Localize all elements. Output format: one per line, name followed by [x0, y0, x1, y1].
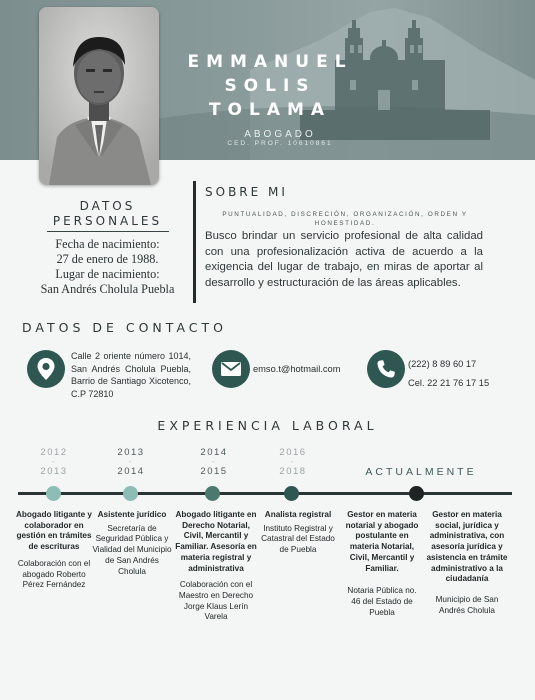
about-text: Busco brindar un servicio profesional de alta calidad con una profesionalización activa de acuerdo a la exigencia del lugar de trabajo, en miras de aportar al desarrollo y estructuración de las áreas aplicables. [205, 230, 483, 289]
period-end: 2015 [200, 466, 228, 477]
contact-cellphone[interactable]: Cel. 22 21 76 17 15 [408, 378, 490, 388]
job-entry [256, 510, 340, 556]
period-end: 2013 [40, 466, 68, 477]
profession-title: ABOGADO [244, 129, 316, 140]
profile-photo [39, 7, 159, 185]
job-organization: Municipio de San Andrés Cholula [435, 594, 499, 615]
timeline-dot [123, 486, 138, 501]
timeline-dot [409, 486, 424, 501]
personal-data-body [25, 237, 190, 297]
contact-address: Calle 2 oriente número 1014, San Andrés Cholula Puebla, Barrio de Santiago Xicotenco, C.P 72810 [71, 351, 191, 399]
period-2012-2013 [24, 447, 84, 477]
job-role: Abogado litigante y colaborador en gestión en trámites de escrituras [16, 510, 92, 552]
job-role: Analista registral [264, 510, 332, 519]
period-separator: - [128, 457, 134, 466]
birth-date-value: 27 de enero de 1988. [56, 252, 159, 266]
phone-icon [367, 350, 405, 388]
period-2016-2018 [263, 447, 323, 477]
portrait-image [39, 7, 159, 185]
personal-data-underline [47, 231, 169, 232]
professional-license: CED. PROF. 10610861 [227, 140, 333, 147]
period-start: 2013 [117, 447, 145, 458]
full-name [185, 50, 355, 122]
job-role: Asistente jurídico [97, 510, 167, 519]
name-line-first: EMMANUEL [187, 52, 353, 72]
timeline-dot [205, 486, 220, 501]
period-start: 2012 [40, 447, 68, 458]
period-separator: - [211, 457, 217, 466]
name-line-second: SOLIS [224, 76, 316, 96]
contact-title: DATOS DE CONTACTO [22, 320, 227, 335]
period-start: 2016 [279, 447, 307, 458]
job-organization: Colaboración con el Maestro en Derecho Jorge Klaus Lerín Varela [178, 580, 254, 622]
timeline-line [18, 492, 512, 495]
job-entry [174, 510, 258, 623]
mail-icon [212, 350, 250, 388]
job-entry [14, 510, 94, 591]
job-entry [92, 510, 172, 577]
job-entry [342, 510, 422, 618]
period-2014-2015 [184, 447, 244, 477]
birth-date-label: Fecha de nacimiento: [55, 237, 160, 251]
job-role: Abogado litigante en Derecho Notarial, Civil, Mercantil y Familiar. Asesoría en materia registral y administrativa [175, 510, 257, 573]
birth-place-label: Lugar de nacimiento: [55, 267, 160, 281]
job-organization: Instituto Registral y Catastral del Estado de Puebla [261, 523, 335, 555]
period-separator: - [51, 457, 57, 466]
about-values: PUNTUALIDAD, DISCRECIÓN, ORGANIZACIÓN, ORDEN Y HONESTIDAD. [222, 211, 468, 227]
birth-place-value: San Andrés Cholula Puebla [40, 282, 175, 296]
job-entry [425, 510, 509, 616]
location-pin-icon [27, 350, 65, 388]
experience-title: EXPERIENCIA LABORAL [157, 418, 378, 433]
period-end: 2018 [279, 466, 307, 477]
job-organization: Notaria Pública no. 46 del Estado de Puebla [347, 586, 417, 617]
job-role: Gestor en materia notarial y abogado postulante en materia Notarial, Civil, Mercantil y Familiar. [345, 510, 419, 573]
period-end: 2014 [117, 466, 145, 477]
contact-email[interactable]: emso.t@hotmail.com [253, 364, 341, 374]
period-separator: - [290, 457, 296, 466]
timeline-dot [46, 486, 61, 501]
contact-phone[interactable]: (222) 8 89 60 17 [408, 359, 477, 369]
job-organization: Colaboración con el abogado Roberto Pérez Fernández [17, 558, 91, 590]
name-line-third: TOLAMA [208, 100, 332, 120]
about-title: SOBRE MI [205, 185, 288, 199]
period-2013-2014 [101, 447, 161, 477]
job-organization: Secretaría de Seguridad Pública y Vialidad del Municipio de San Andrés Cholula [92, 523, 172, 576]
job-role: Gestor en materia social, jurídica y administrativa, con asesoría jurídica y asistencia en trámite administrativo a la ciudadanía [426, 510, 508, 584]
about-divider [193, 181, 196, 303]
period-start: 2014 [200, 447, 228, 458]
personal-data-title: DATOS PERSONALES [52, 199, 163, 228]
current-label: ACTUALMENTE [365, 466, 477, 478]
timeline-dot [284, 486, 299, 501]
